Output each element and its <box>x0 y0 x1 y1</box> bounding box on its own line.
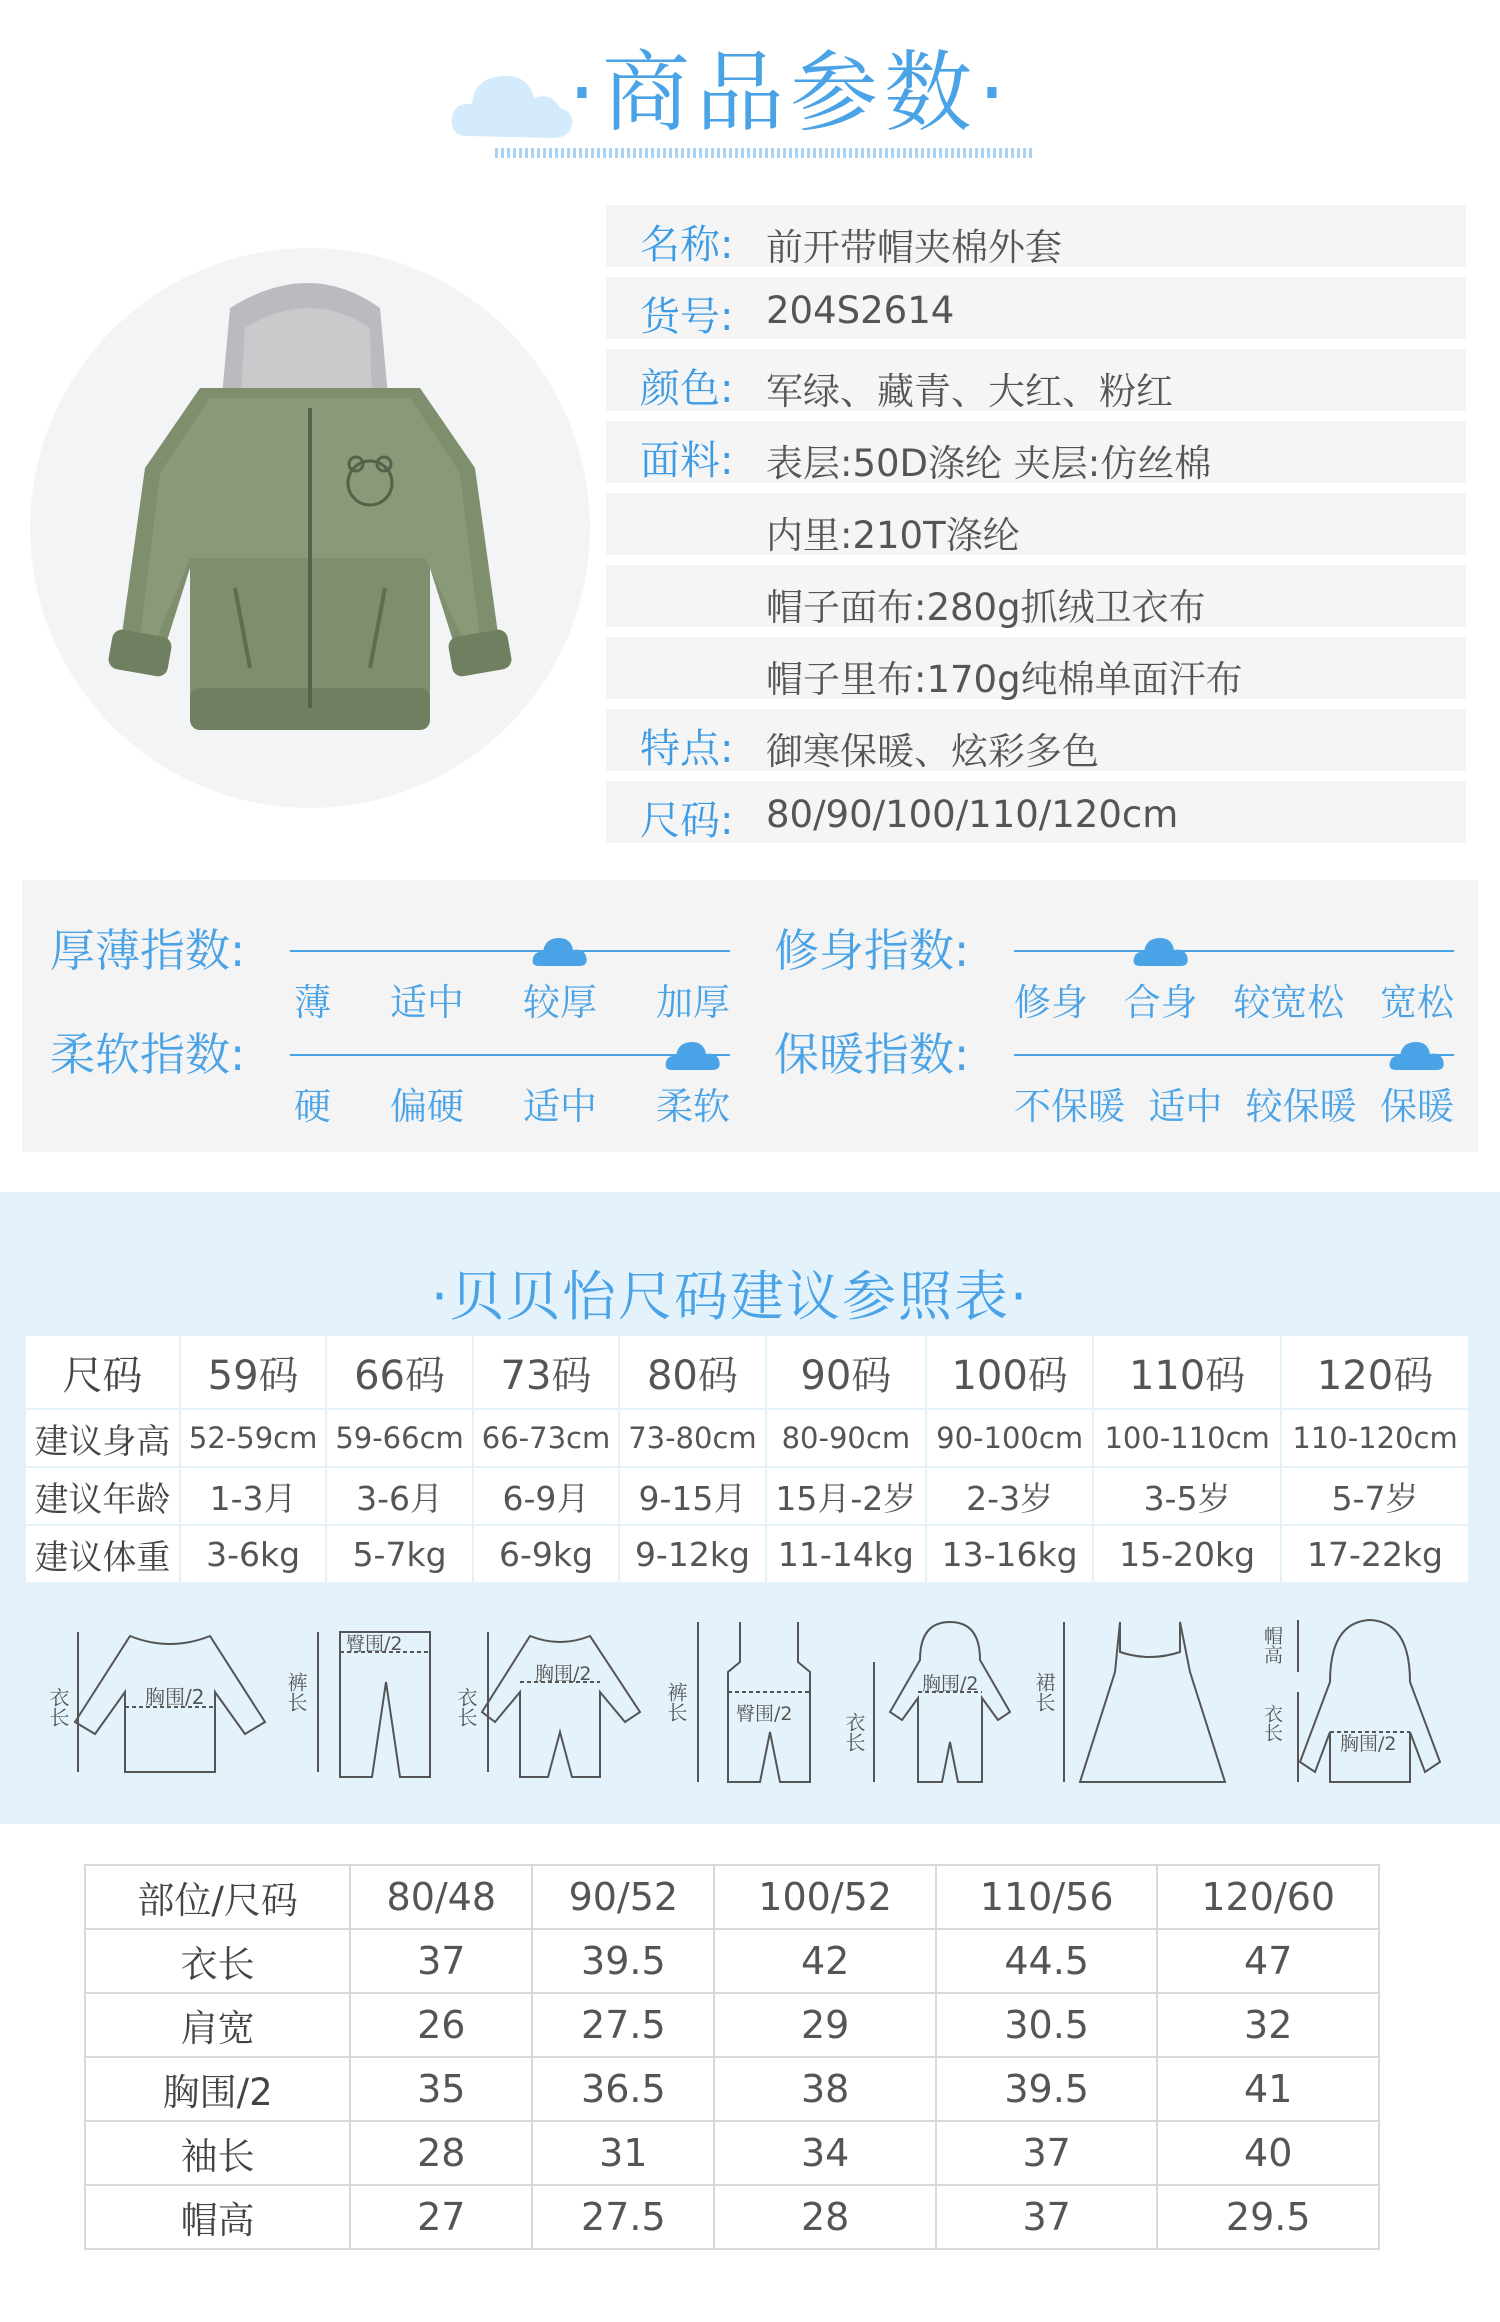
table-cell: 34 <box>714 2121 936 2185</box>
table-cell: 胸围/2 <box>85 2057 350 2121</box>
table-cell: 110/56 <box>936 1865 1158 1929</box>
cloud-marker-icon <box>1388 1038 1446 1072</box>
table-row <box>85 1993 1379 2057</box>
index-option: 宽松 <box>1379 981 1454 1024</box>
spec-list <box>606 205 1466 853</box>
cloud-marker-icon <box>531 934 589 968</box>
table-header-row <box>85 1865 1379 1929</box>
spec-row-color <box>606 349 1466 411</box>
spec-row-item-number <box>606 277 1466 339</box>
table-cell: 建议年龄 <box>25 1467 180 1525</box>
table-cell: 29 <box>714 1993 936 2057</box>
table-cell: 5-7岁 <box>1281 1467 1469 1525</box>
table-cell: 29.5 <box>1157 2185 1379 2249</box>
table-cell: 3-6kg <box>180 1525 326 1583</box>
table-cell: 建议体重 <box>25 1525 180 1583</box>
dress-diagram-icon <box>1032 1612 1240 1792</box>
table-cell: 90/52 <box>532 1865 714 1929</box>
title-underline <box>495 148 1035 158</box>
table-cell: 37 <box>350 1929 532 1993</box>
product-jacket-image <box>80 268 540 748</box>
table-cell: 31 <box>532 2121 714 2185</box>
garment-diagrams <box>46 1612 1460 1792</box>
size-guide-section <box>0 1192 1500 1824</box>
table-row <box>25 1525 1469 1583</box>
index-option: 硬 <box>294 1085 331 1128</box>
spec-row-name <box>606 205 1466 267</box>
table-cell: 59码 <box>180 1335 326 1409</box>
spec-value: 内里:210T涤纶 <box>766 514 1020 557</box>
diagram-label: 胸围/2 <box>1340 1733 1397 1755</box>
cloud-marker-icon <box>664 1038 722 1072</box>
table-cell: 1-3月 <box>180 1467 326 1525</box>
index-track <box>1014 950 1454 952</box>
diagram-label: 胸围/2 <box>922 1673 979 1695</box>
spec-value: 帽子里布:170g纯棉单面汗布 <box>766 658 1243 701</box>
title-section <box>0 0 1500 170</box>
table-cell: 39.5 <box>936 2057 1158 2121</box>
table-cell: 38 <box>714 2057 936 2121</box>
diagram-label: 衣长 <box>842 1712 866 1752</box>
diagram-label: 胸围/2 <box>145 1685 205 1709</box>
diagram-label: 裙长 <box>1032 1672 1056 1712</box>
table-cell: 17-22kg <box>1281 1525 1469 1583</box>
table-cell: 3-5岁 <box>1093 1467 1281 1525</box>
romper-diagram-icon <box>454 1612 660 1792</box>
table-cell: 80-90cm <box>766 1409 926 1467</box>
table-cell: 5-7kg <box>326 1525 472 1583</box>
spec-value: 前开带帽夹棉外套 <box>766 226 1062 269</box>
table-cell: 120码 <box>1281 1335 1469 1409</box>
table-cell: 28 <box>714 2185 936 2249</box>
spec-row-features <box>606 709 1466 771</box>
spec-value: 御寒保暖、炫彩多色 <box>766 730 1099 773</box>
diagram-label: 臀围/2 <box>346 1633 403 1655</box>
index-label: 柔软指数: <box>50 1028 246 1081</box>
table-cell: 3-6月 <box>326 1467 472 1525</box>
spec-value: 军绿、藏青、大红、粉红 <box>766 370 1173 413</box>
spec-row-fabric <box>606 421 1466 483</box>
table-cell: 90-100cm <box>926 1409 1093 1467</box>
table-cell: 27 <box>350 2185 532 2249</box>
spec-value: 80/90/100/110/120cm <box>766 793 1179 836</box>
index-option: 不保暖 <box>1014 1085 1125 1128</box>
cloud-marker-icon <box>1132 934 1190 968</box>
measurement-table <box>84 1864 1380 2250</box>
index-options <box>294 1076 730 1130</box>
fit-index <box>774 914 1454 1024</box>
table-cell: 袖长 <box>85 2121 350 2185</box>
index-label: 保暖指数: <box>774 1028 970 1081</box>
diagram-label: 帽高 <box>1261 1626 1283 1664</box>
index-option: 加厚 <box>656 981 730 1024</box>
table-cell: 90码 <box>766 1335 926 1409</box>
table-cell: 100-110cm <box>1093 1409 1281 1467</box>
index-label: 修身指数: <box>774 924 970 977</box>
table-cell: 帽高 <box>85 2185 350 2249</box>
table-cell: 73码 <box>473 1335 619 1409</box>
diagram-label: 裤长 <box>284 1672 308 1712</box>
index-options <box>1014 1076 1454 1130</box>
table-cell: 30.5 <box>936 1993 1158 2057</box>
diagram-label: 胸围/2 <box>535 1663 592 1685</box>
thickness-index <box>50 914 730 1024</box>
table-cell: 2-3岁 <box>926 1467 1093 1525</box>
table-cell: 59-66cm <box>326 1409 472 1467</box>
table-cell: 39.5 <box>532 1929 714 1993</box>
table-cell: 110-120cm <box>1281 1409 1469 1467</box>
table-cell: 27.5 <box>532 2185 714 2249</box>
spec-label: 特点: <box>640 726 734 772</box>
table-cell: 建议身高 <box>25 1409 180 1467</box>
pants-diagram-icon <box>284 1612 450 1792</box>
table-cell: 尺码 <box>25 1335 180 1409</box>
table-cell: 15-20kg <box>1093 1525 1281 1583</box>
table-cell: 80/48 <box>350 1865 532 1929</box>
size-guide-title: ·贝贝怡尺码建议参照表· <box>430 1265 1030 1328</box>
size-recommendation-table <box>24 1334 1470 1584</box>
spec-label: 名称: <box>640 222 734 268</box>
spec-value: 204S2614 <box>766 289 955 332</box>
warmth-index <box>774 1018 1454 1128</box>
table-cell: 11-14kg <box>766 1525 926 1583</box>
hooded-jacket-diagram-icon <box>1250 1612 1450 1792</box>
index-option: 合身 <box>1123 981 1198 1024</box>
index-option: 偏硬 <box>390 1085 464 1128</box>
spec-row-lining <box>606 493 1466 555</box>
softness-index <box>50 1018 730 1128</box>
table-cell: 26 <box>350 1993 532 2057</box>
table-row <box>85 2057 1379 2121</box>
table-cell: 15月-2岁 <box>766 1467 926 1525</box>
spec-value: 帽子面布:280g抓绒卫衣布 <box>766 586 1206 629</box>
spec-row-hood-outer <box>606 565 1466 627</box>
overalls-diagram-icon <box>664 1612 840 1792</box>
indices-panel <box>22 880 1478 1152</box>
index-option: 修身 <box>1014 981 1088 1024</box>
spec-value: 表层:50D涤纶 夹层:仿丝棉 <box>766 442 1212 485</box>
table-cell: 40 <box>1157 2121 1379 2185</box>
table-row <box>25 1409 1469 1467</box>
spec-label: 颜色: <box>640 366 734 412</box>
top-diagram-icon <box>46 1612 280 1792</box>
index-option: 保暖 <box>1379 1085 1454 1128</box>
table-cell: 110码 <box>1093 1335 1281 1409</box>
table-cell: 13-16kg <box>926 1525 1093 1583</box>
table-header-row <box>25 1335 1469 1409</box>
table-cell: 9-15月 <box>619 1467 765 1525</box>
table-cell: 肩宽 <box>85 1993 350 2057</box>
table-cell: 73-80cm <box>619 1409 765 1467</box>
index-option: 较厚 <box>523 981 597 1024</box>
index-track <box>290 950 730 952</box>
table-cell: 52-59cm <box>180 1409 326 1467</box>
table-cell: 衣长 <box>85 1929 350 1993</box>
page-title: ·商品参数· <box>568 41 1012 144</box>
index-option: 较保暖 <box>1245 1085 1357 1128</box>
table-cell: 6-9kg <box>473 1525 619 1583</box>
spec-row-size <box>606 781 1466 843</box>
table-row <box>85 1929 1379 1993</box>
index-option: 适中 <box>523 1085 597 1128</box>
table-row <box>85 2121 1379 2185</box>
spec-label: 尺码: <box>640 798 734 844</box>
table-cell: 44.5 <box>936 1929 1158 1993</box>
table-cell: 66-73cm <box>473 1409 619 1467</box>
index-option: 柔软 <box>656 1085 730 1128</box>
table-cell: 37 <box>936 2185 1158 2249</box>
table-cell: 6-9月 <box>473 1467 619 1525</box>
table-cell: 42 <box>714 1929 936 1993</box>
table-cell: 35 <box>350 2057 532 2121</box>
table-cell: 80码 <box>619 1335 765 1409</box>
table-cell: 41 <box>1157 2057 1379 2121</box>
table-cell: 100/52 <box>714 1865 936 1929</box>
table-cell: 120/60 <box>1157 1865 1379 1929</box>
table-cell: 部位/尺码 <box>85 1865 350 1929</box>
cloud-icon <box>448 58 578 148</box>
table-cell: 27.5 <box>532 1993 714 2057</box>
diagram-label: 裤长 <box>664 1682 688 1722</box>
table-cell: 9-12kg <box>619 1525 765 1583</box>
table-cell: 32 <box>1157 1993 1379 2057</box>
table-row <box>85 2185 1379 2249</box>
table-cell: 28 <box>350 2121 532 2185</box>
index-option: 适中 <box>1148 1085 1223 1128</box>
index-label: 厚薄指数: <box>50 924 246 977</box>
index-option: 较宽松 <box>1233 981 1345 1024</box>
index-option: 适中 <box>390 981 464 1024</box>
diagram-label: 臀围/2 <box>736 1703 793 1725</box>
diagram-label: 衣长 <box>454 1687 478 1727</box>
diagram-label: 衣长 <box>1261 1704 1283 1742</box>
hooded-romper-diagram-icon <box>842 1612 1020 1792</box>
table-cell: 100码 <box>926 1335 1093 1409</box>
spec-label: 货号: <box>640 294 734 340</box>
table-cell: 36.5 <box>532 2057 714 2121</box>
table-cell: 47 <box>1157 1929 1379 1993</box>
table-cell: 66码 <box>326 1335 472 1409</box>
table-cell: 37 <box>936 2121 1158 2185</box>
spec-label: 面料: <box>640 438 734 484</box>
table-row <box>25 1467 1469 1525</box>
diagram-label: 衣长 <box>46 1687 70 1727</box>
spec-row-hood-inner <box>606 637 1466 699</box>
index-option: 薄 <box>294 981 331 1024</box>
